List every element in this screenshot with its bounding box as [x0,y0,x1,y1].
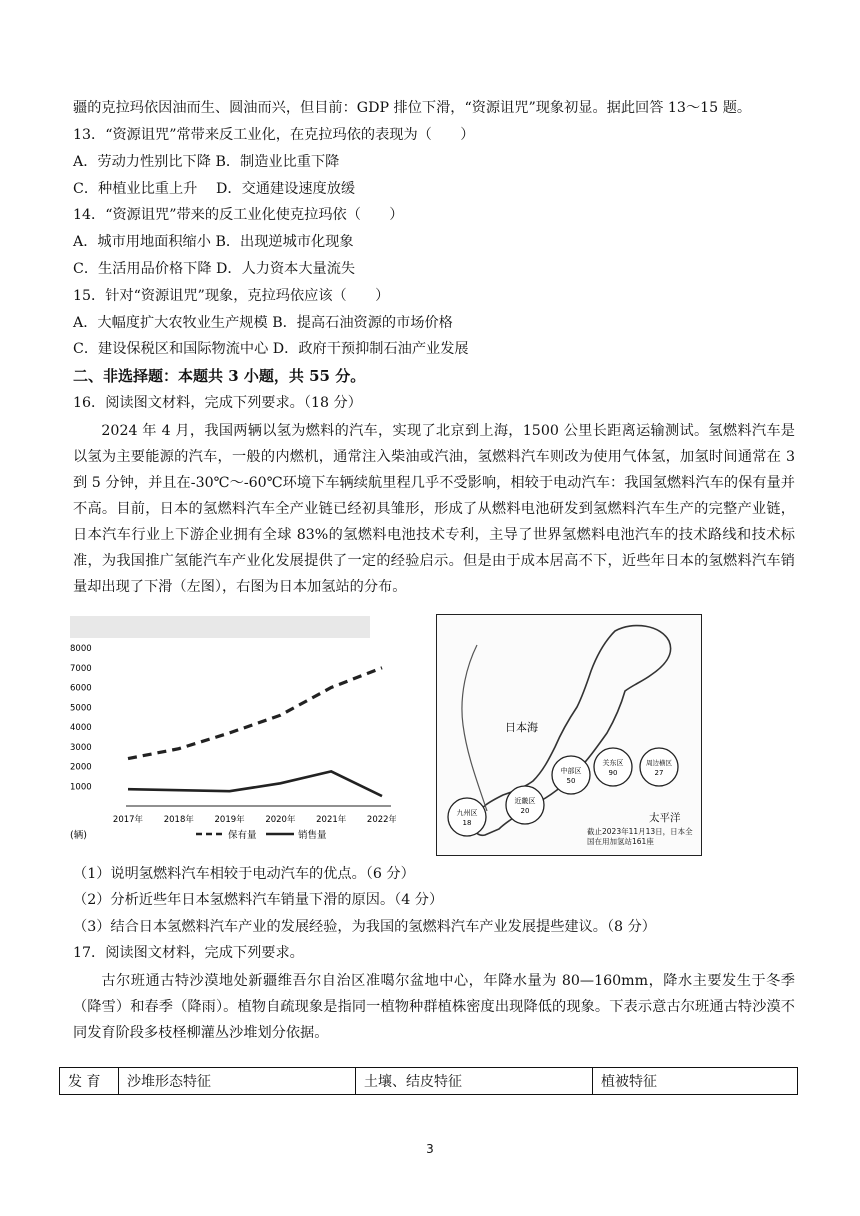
table-header-cell: 发 育 [60,1068,119,1095]
y-tick-label: 3000 [70,742,92,753]
x-tick-label: 2022年 [366,815,396,825]
region-count: 90 [608,769,618,777]
region-kinki [506,786,544,824]
q17-passage: 古尔班通古特沙漠地处新疆维吾尔自治区准噶尔盆地中心，年降水量为 80—160mm，降水主要发生于冬季（降雪）和春季（降雨）。植物自疏现象是指同一植物种群植株密度出现降低的现象。下表示意古尔班通古特沙漠不同发育阶段多枝柽柳灌丛沙堆划分依据。 [73,973,795,1041]
q17-table [59,1067,798,1095]
blurred-chart-title [70,616,370,638]
y-tick-label: 5000 [70,703,92,714]
y-tick-label: 8000 [70,644,92,654]
region-other [640,748,678,786]
q14-options-ab: A．城市用地面积缩小 B．出现逆城市化现象 [73,234,354,250]
y-unit-label: (辆) [70,830,87,841]
legend-label-stock: 保有量 [228,830,257,841]
region-count: 18 [462,819,472,827]
y-tick-label: 4000 [70,723,92,733]
hydrogen-station-map [436,614,702,856]
y-tick-label: 6000 [70,683,92,694]
q16-sub1: （1）说明氢燃料汽车相较于电动汽车的优点。（6 分） [73,866,415,882]
page-number: 3 [426,1142,434,1156]
y-tick-label: 7000 [70,663,92,674]
region-count: 50 [566,777,576,785]
table-header-cell: 植被特征 [593,1068,798,1095]
q16-passage: 2024 年 4 月，我国两辆以氢为燃料的汽车，实现了北京到上海，1500 公里长距离运输测试。氢燃料汽车是以氢为主要能源的汽车，一般的内燃机，通常注入柴油或汽油，氢燃料汽车则改为使用气体氢，加氢时间通常在 3 到 5 分钟，并且在-30℃～-60℃环境下车辆续航里程几乎不受影响，相较于电动汽车：我国氢燃料汽车的保有量并不高。目前，日本的氢燃料汽车全产业链已经初具雏形，形成了从燃料电池研发到氢燃料汽车生产的完整产业链，日本汽车行业上下游企业拥有全球 83%的氢燃料电池技术专利，主导了世界氢燃料电池汽车的技术路线和技术标准，为我国推广氢能汽车产业化发展提供了一定的经验启示。但是由于成本居高不下，近些年日本的氢燃料汽车销量却出现了下滑（左图），右图为日本加氢站的分布。 [73,423,795,595]
q16-title: 16．阅读图文材料，完成下列要求。（18 分） [73,395,362,411]
sea-label: 日本海 [505,721,538,734]
q16-sub2: （2）分析近些年日本氢燃料汽车销量下滑的原因。（4 分） [73,892,444,908]
region-name: 关东区 [602,759,624,767]
region-name: 九州区 [456,809,478,817]
y-tick-label: 2000 [70,762,92,773]
q15-options-ab: A．大幅度扩大农牧业生产规模 B．提高石油资源的市场价格 [73,315,453,331]
q15-stem: 15．针对“资源诅咒”现象，克拉玛依应该（ ） [73,288,390,304]
x-tick-label: 2019年 [214,815,245,825]
table-header-cell: 土壤、结皮特征 [356,1068,593,1095]
sales-chart-svg [66,614,396,852]
x-tick-label: 2021年 [316,815,347,825]
region-count: 20 [520,807,530,815]
table-header-row [60,1068,798,1095]
q13-options-cd: C．种植业比重上升 D．交通建设速度放缓 [73,181,356,197]
q14-options-cd: C．生活用品价格下降 D．人力资本大量流失 [73,261,356,277]
region-name: 近畿区 [514,797,536,805]
map-svg [437,615,701,855]
x-tick-label: 2017年 [112,815,144,825]
mainland-coast [462,645,487,811]
series-line-stock [128,668,382,759]
region-name: 中部区 [560,767,582,775]
x-tick-label: 2020年 [265,815,296,825]
region-kanto [594,748,632,786]
legend-label-sales: 销售量 [298,830,327,841]
q17-title: 17．阅读图文材料，完成下列要求。 [73,945,304,961]
region-kyushu [448,798,486,836]
table-header-cell: 沙堆形态特征 [119,1068,356,1095]
sales-chart [66,614,396,852]
series-line-sales [128,771,382,796]
section2-heading: 二、非选择题：本题共 3 小题，共 55 分。 [73,367,366,385]
q13-stem: 13．“资源诅咒”常带来反工业化，在克拉玛依的表现为（ ） [73,127,475,143]
region-name: 周边横区 [646,759,672,767]
region-chubu [552,756,590,794]
q15-options-cd: C．建设保税区和国际物流中心 D．政府干预抑制石油产业发展 [73,341,469,357]
ocean-label: 太平洋 [649,812,681,824]
y-tick-label: 1000 [70,782,92,793]
q13-options-ab: A．劳动力性别比下降 B．制造业比重下降 [73,154,340,170]
q16-sub3: （3）结合日本氢燃料汽车产业的发展经验，为我国的氢燃料汽车产业发展提些建议。（8 分） [73,919,656,935]
intro-tail: 疆的克拉玛依因油而生、圆油而兴，但目前：GDP 排位下滑，“资源诅咒”现象初显。据此回答 13～15 题。 [73,100,752,116]
region-count: 27 [654,769,664,777]
x-tick-label: 2018年 [163,815,194,825]
japan-outline [474,626,671,836]
map-note: 截止2023年11月13日，日本全国在用加氢站161座 [587,827,693,846]
q14-stem: 14．“资源诅咒”带来的反工业化使克拉玛依（ ） [73,207,404,223]
